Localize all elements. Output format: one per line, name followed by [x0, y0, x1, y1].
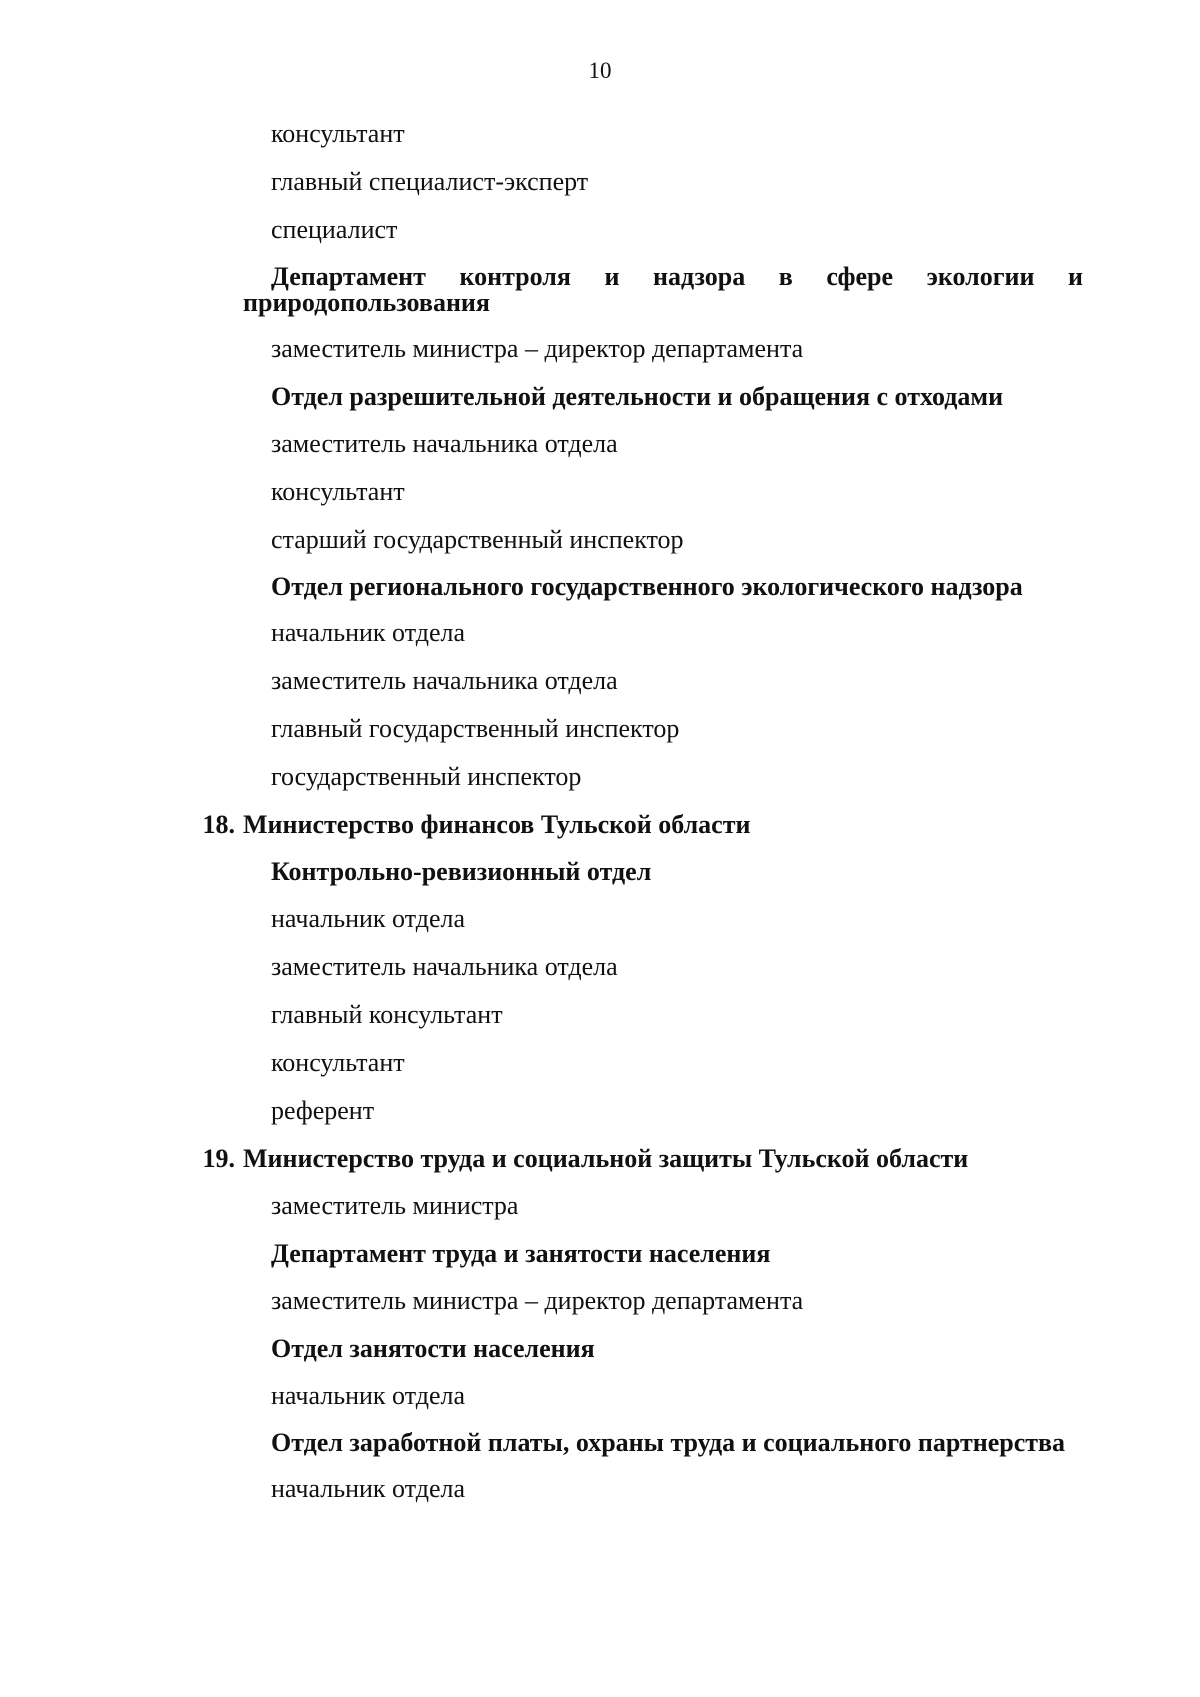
ministry-heading [202, 1144, 1083, 1173]
position-item: заместитель министра [271, 1191, 519, 1220]
position-item: старший государственный инспектор [271, 525, 684, 554]
department-heading: Отдел заработной платы, охраны труда и социального партнерства [271, 1428, 1066, 1457]
ministry-title: Министерство труда и социальной защиты Тульской области [243, 1144, 969, 1173]
position-item: начальник отдела [271, 904, 466, 933]
ministry-number: 18. [202, 810, 235, 839]
position-item: заместитель министра – директор департамента [271, 334, 804, 363]
department-heading: Департамент контроля и надзора в сфере экологии и природопользования [243, 262, 1083, 317]
position-item: заместитель начальника отдела [271, 952, 618, 981]
department-heading: Отдел регионального государственного экологического надзора [271, 572, 1023, 601]
position-item: специалист [271, 215, 398, 244]
department-heading: Отдел разрешительной деятельности и обращения с отходами [271, 382, 1004, 411]
position-item: консультант [271, 119, 405, 148]
ministry-heading [202, 810, 1083, 839]
position-item: консультант [271, 477, 405, 506]
position-item: заместитель министра – директор департамента [271, 1286, 804, 1315]
department-heading: Контрольно-ревизионный отдел [271, 857, 652, 886]
department-heading: Отдел занятости населения [271, 1334, 595, 1363]
position-item: начальник отдела [271, 1474, 466, 1503]
position-item: начальник отдела [271, 1381, 466, 1410]
position-item: главный специалист-эксперт [271, 167, 589, 196]
ministry-title: Министерство финансов Тульской области [243, 810, 751, 839]
position-item: референт [271, 1096, 375, 1125]
position-item: государственный инспектор [271, 762, 582, 791]
department-heading: Департамент труда и занятости населения [271, 1239, 771, 1268]
position-item: начальник отдела [271, 618, 466, 647]
page-number: 10 [588, 58, 612, 83]
position-item: главный консультант [271, 1000, 503, 1029]
document-body [202, 119, 1083, 1523]
position-item: заместитель начальника отдела [271, 666, 618, 695]
ministry-number: 19. [202, 1144, 235, 1173]
position-item: консультант [271, 1048, 405, 1077]
position-item: заместитель начальника отдела [271, 429, 618, 458]
position-item: главный государственный инспектор [271, 714, 680, 743]
